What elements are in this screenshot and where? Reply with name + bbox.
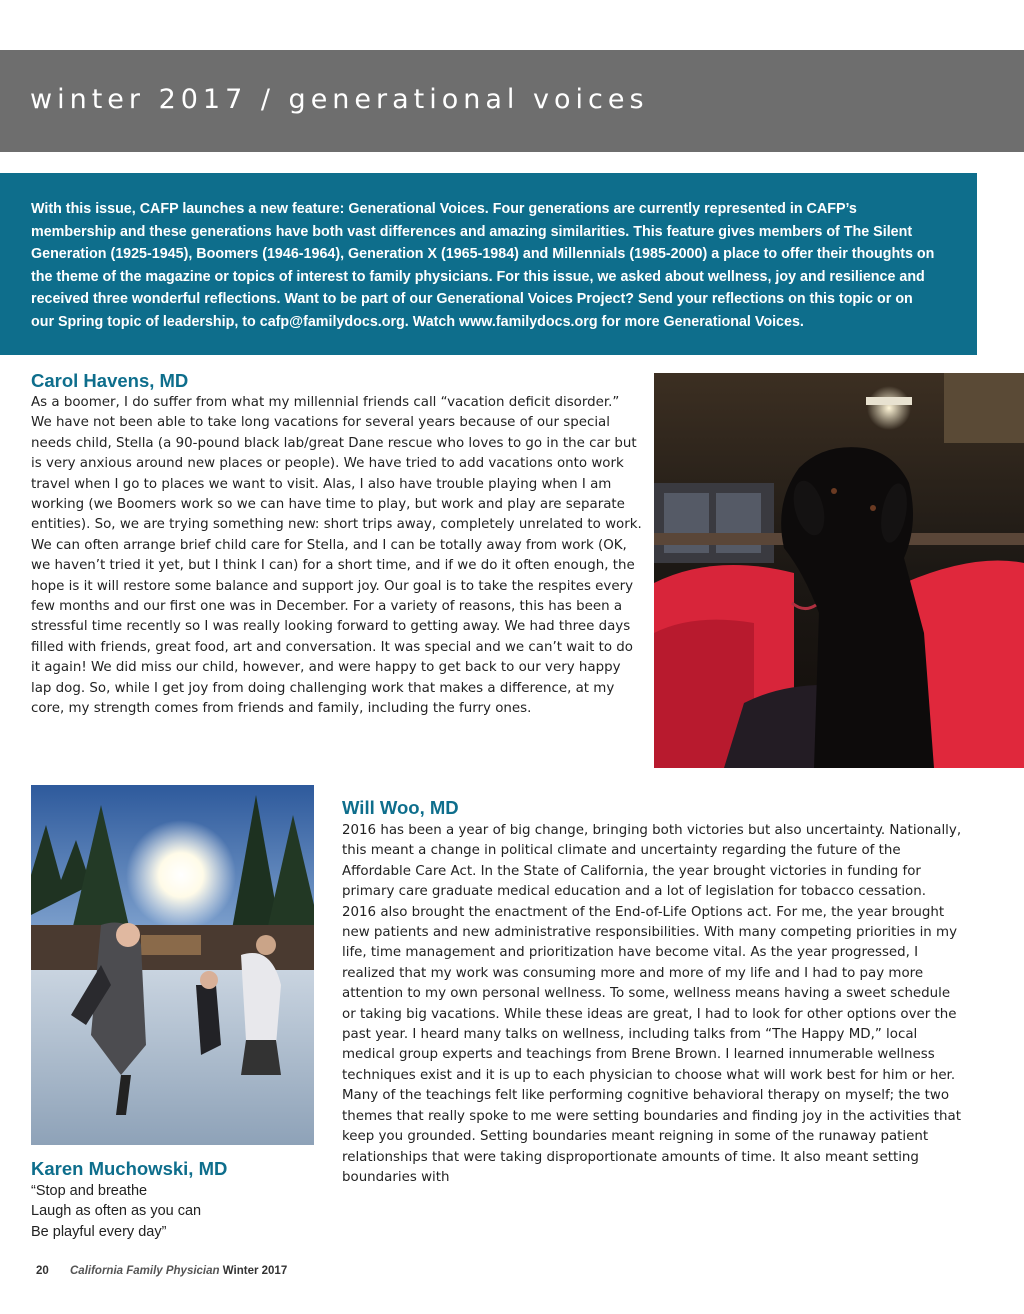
poem-line-2: Laugh as often as you can [31,1203,202,1220]
page-section-title: winter 2017 / generational voices [30,84,649,115]
author-name-carol: Carol Havens, MD [31,370,189,391]
poem-line-3: Be playful every day” [31,1223,167,1240]
author-name-karen: Karen Muchowski, MD [31,1158,228,1179]
dog-photo [654,373,1024,768]
carol-reflection-text: As a boomer, I do suffer from what my millennial friends call “vacation deficit disorder.” We have not been able to take long vacations for several years because of our special needs child, Stella (a 90-pound black lab/great Dane rescue who loves to go in the car but is very anxious around new places or people). We have tried to add vacations onto work travel when I go to places we want to visit. Alas, I also have trouble playing when I am working (we Boomers work so we can have time to play, but work and play are separate entities). So, we are trying something new: short trips away, completely unrelated to work. We can often arrange brief child care for Stella, and I can be totally away from work (OK, we haven’t tried it yet, but I think I can) for a short time, and if we do it often enough, the hope is it will restore some balance and support joy. Our goal is to take the respites every few months and our first one was in December. For a variety of reasons, this has been a stressful time recently so I was really looking forward to getting away. We had three days filled with friends, great food, art and conversation. It was special and we can’t wait to do it again! We did miss our child, however, and were happy to get back to our very happy lap dog. So, while I get joy from doing challenging work that makes a difference, at my core, my strength comes from friends and family, including the furry ones. [31,395,642,717]
intro-text: With this issue, CAFP launches a new feature: Generational Voices. Four generations are currently represented in CAFP’s membership and these generations have both vast differences and amazing similarities. This feature gives members of The Silent Generation (1925-1945), Boomers (1946-1964), Generation X (1965-1984) and Millennials (1985-2000) a place to offer their thoughts on the theme of the magazine or topics of interest to family physicians. For this issue, we asked about wellness, joy and resilience and received three wonderful reflections. Want to be part of our Generational Voices Project? Send your reflections on this topic or on our Spring topic of leadership, to cafp@familydocs.org. Watch www.familydocs.org for more Generational Voices. [31,201,935,330]
will-reflection-text: 2016 has been a year of big change, bringing both victories but also uncertainty. Nationally, this meant a change in political climate and uncertainty regarding the future of the Affordable Care Act. In the State of California, the year brought victories in funding for primary care graduate medical education and a lot of legislation for tobacco cessation. 2016 also brought the enactment of the End-of-Life Options act. For me, the year brought new patients and new administrative responsibilities. With many competing priorities in my life, time management and prioritization have become vital. As the year progressed, I realized that my work was consuming more and more of my life and I had to pay more attention to my own personal wellness. To some, wellness means having a sweet schedule or taking big vacations. While these ideas are great, I had to look for other options over the past year. I heard many talks on wellness, including talks from “The Happy MD,” local medical group experts and teachings from Brene Brown. I learned innumerable wellness techniques exist and it is up to each physician to choose what will work best for him or her. Many of the teachings felt like performing cognitive behavioral therapy on myself; the two themes that really spoke to me were setting boundaries and finding joy in the activities that keep you grounded. Setting boundaries meant reigning in some of the runaway patient relationships that were taking disproportionate amounts of time. It also meant setting boundaries with [342,823,962,1185]
intro-box [0,173,977,355]
author-name-will: Will Woo, MD [342,797,459,818]
header-band [0,50,1024,152]
page-footer [36,1265,287,1277]
page-number: 20 [36,1265,49,1277]
magazine-name: California Family Physician [70,1265,220,1277]
ice-skating-photo [31,785,314,1145]
poem-line-1: “Stop and breathe [31,1183,148,1199]
issue-label: Winter 2017 [222,1265,288,1277]
karen-poem [31,1181,201,1242]
